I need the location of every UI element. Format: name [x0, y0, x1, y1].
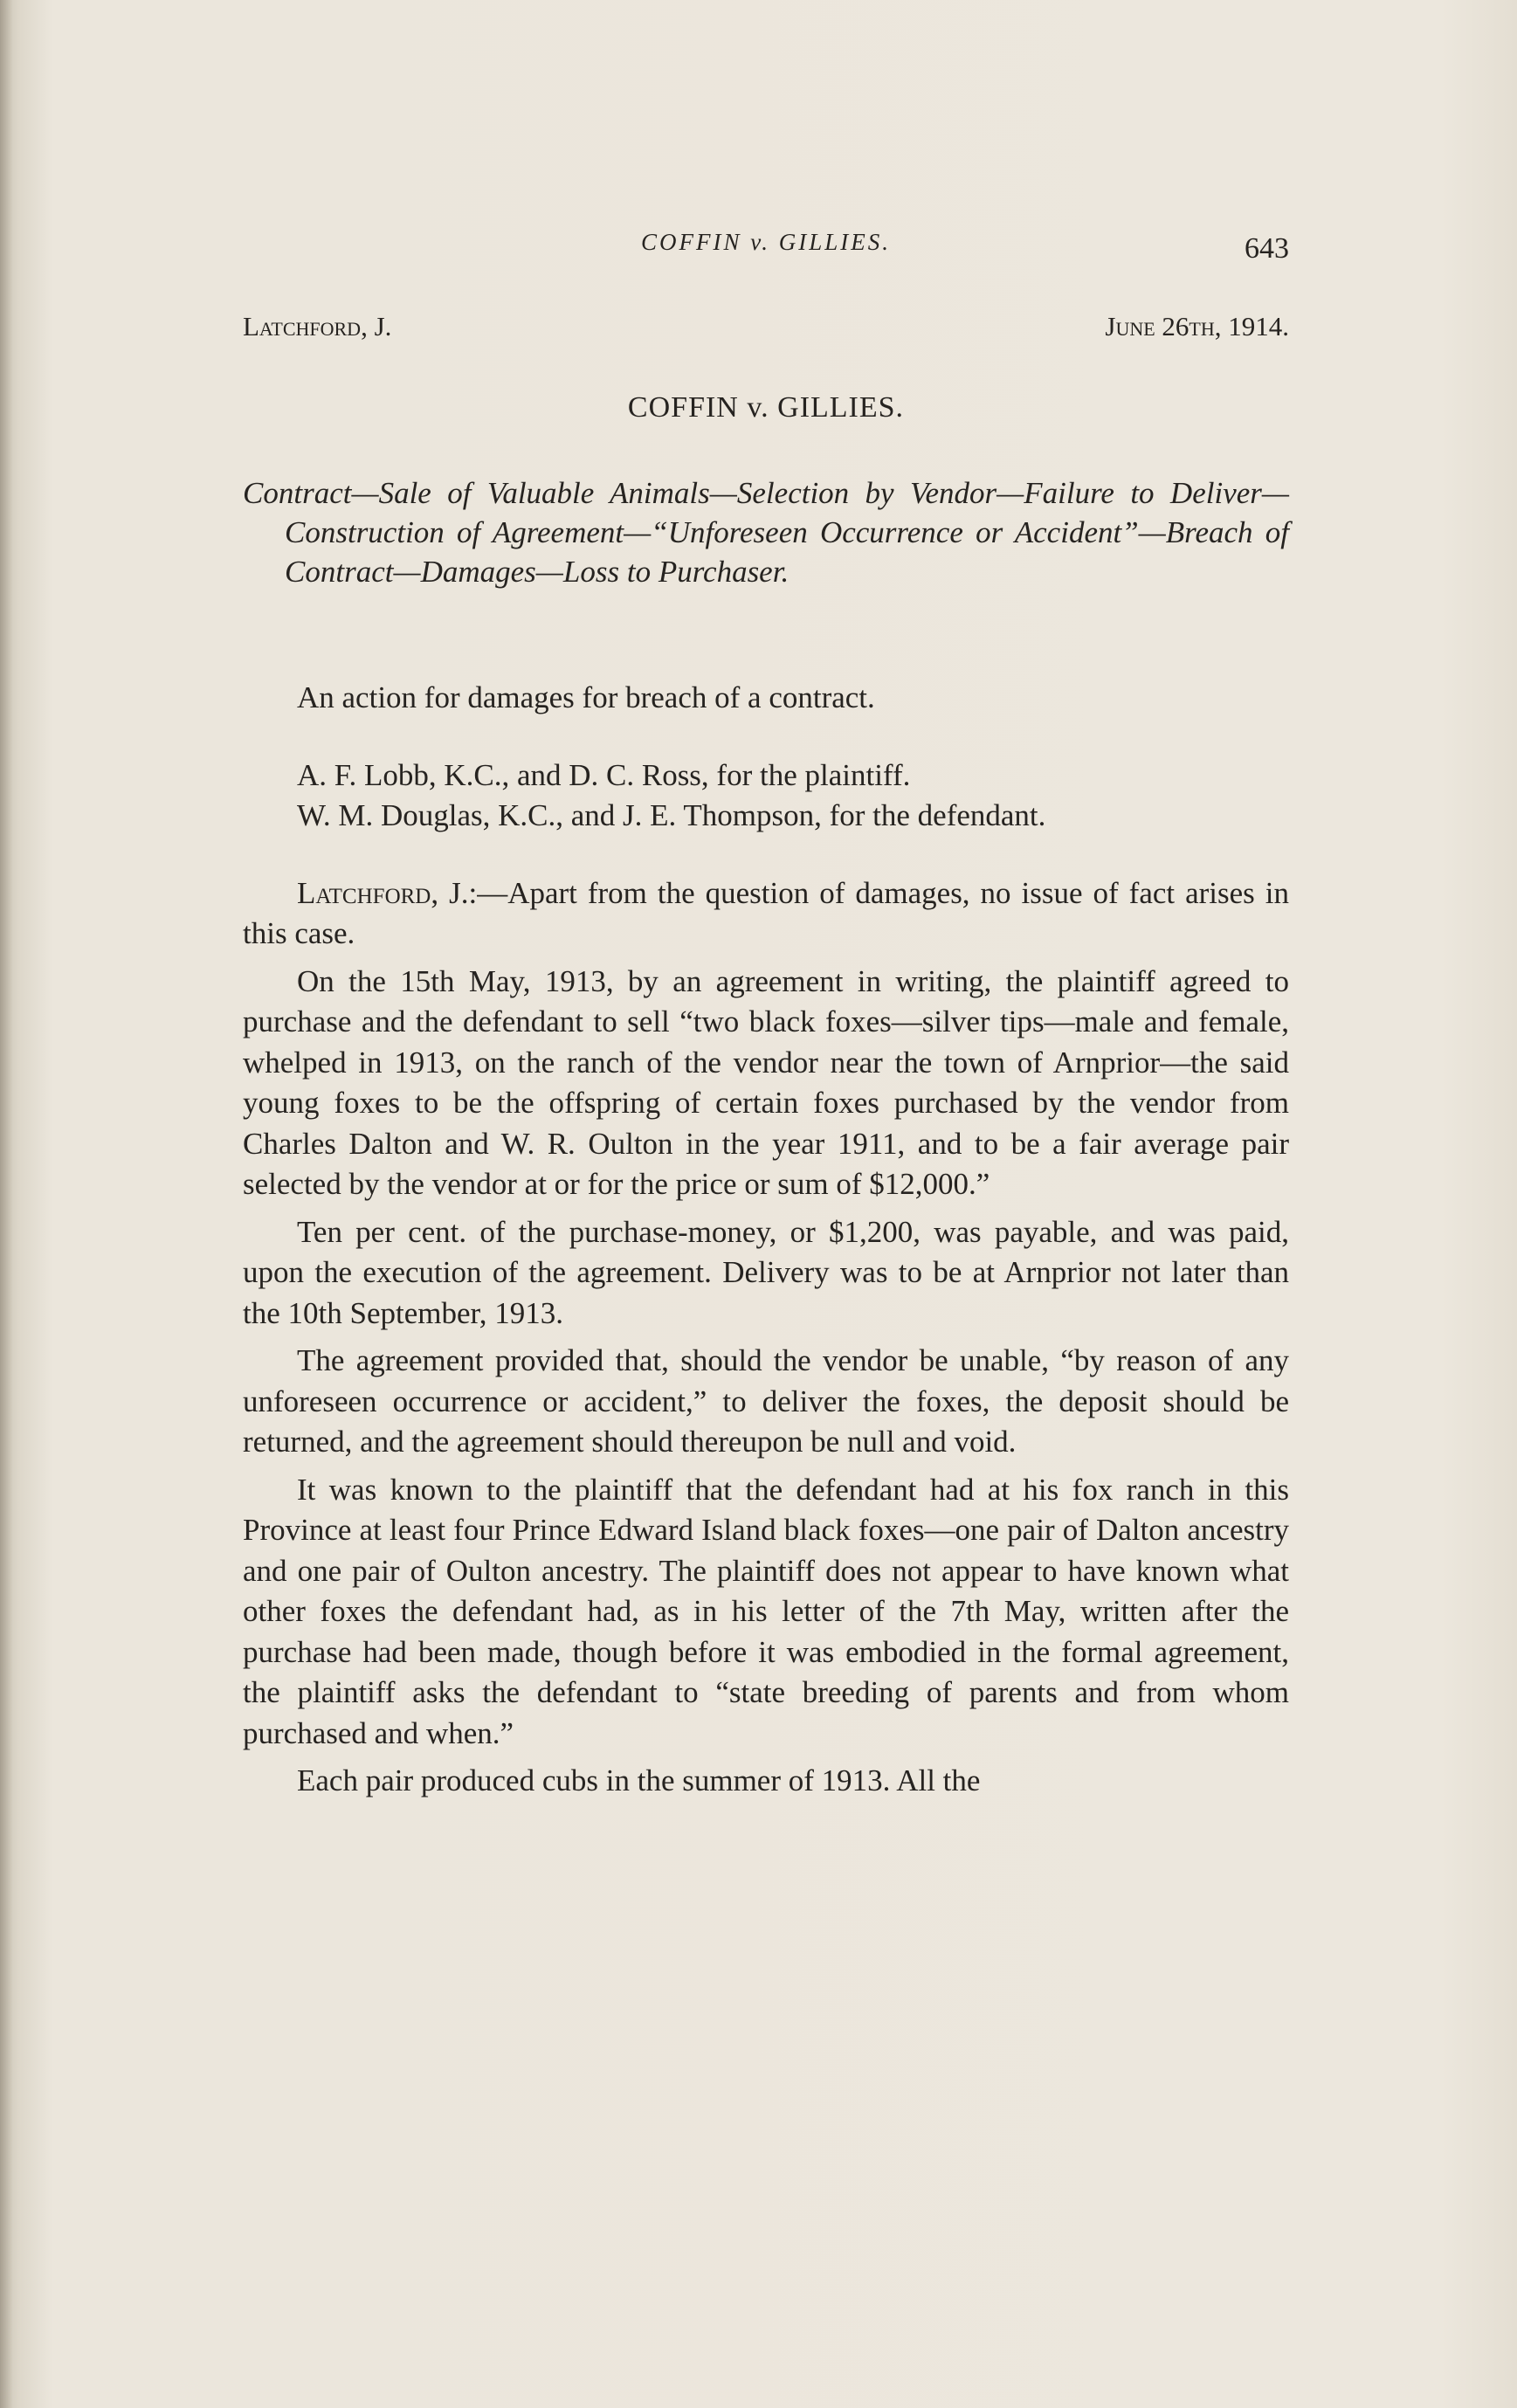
opinion-paragraph: The agreement provided that, should the vendor be unable, “by reason of any unforeseen occurrence or accident,” to deliver the foxes, the deposit should be returned, and the agreement should thereupon be null and void. — [243, 1343, 1289, 1459]
judge-name: Latchford, J. — [243, 311, 392, 342]
page-number: 643 — [1245, 232, 1289, 265]
judgment-body — [243, 678, 1289, 1802]
opinion-paragraph: It was known to the plaintiff that the defendant had at his fox ranch in this Province at least four Prince Edward Island black foxes—one pair of Dalton ancestry and one pair of Oulton ancestry. The plaintiff does not appear to have known what other foxes the defendant had, as in his letter of the 7th May, written after the purchase had been made, though before it was embodied in the formal agreement, the plaintiff asks the defendant to “state breeding of parents and from whom purchased and when.” — [243, 1472, 1289, 1750]
opinion-paragraph: Ten per cent. of the purchase-money, or $1,200, was payable, and was paid, upon the execution of the agreement. Delivery was to be at Arnprior not later than the 10th September, 1913. — [243, 1214, 1289, 1330]
case-meta — [243, 311, 1289, 349]
page-spine-shadow — [0, 0, 12, 2408]
running-head: COFFIN v. GILLIES. — [641, 229, 891, 255]
headnote-text: Contract—Sale of Valuable Animals—Selection by Vendor—Failure to Deliver—Construction of Agreement—“Unforeseen Occurrence or Accident”—Breach of Contract—Damages—Loss to Purchaser. — [243, 476, 1289, 589]
decision-date: June 26th, 1914. — [1105, 311, 1289, 342]
action-summary: An action for damages for breach of a contract. — [297, 680, 875, 714]
opinion-paragraph: On the 15th May, 1913, by an agreement in writing, the plaintiff agreed to purchase and the defendant to sell “two black foxes—silver tips—male and female, whelped in 1913, on the ranch of the vendor near the town of Arnprior—the said young foxes to be the offspring of certain foxes purchased by the vendor from Charles Dalton and W. R. Oulton in the year 1911, and to be a fair average pair selected by the vendor at or for the price or sum of $12,000.” — [243, 963, 1289, 1201]
opinion-judge: Latchford, J. — [297, 875, 469, 910]
counsel-defendant: W. M. Douglas, K.C., and J. E. Thompson, for the defendant. — [297, 798, 1046, 832]
opinion-first-text: :—Apart from the question of damages, no issue of fact arises in this case. — [243, 875, 1289, 950]
headnote — [243, 473, 1289, 591]
opinion-first-paragraph — [243, 873, 1289, 955]
counsel-plaintiff: A. F. Lobb, K.C., and D. C. Ross, for the plaintiff. — [297, 757, 911, 792]
page-header — [243, 225, 1289, 269]
opinion-paragraph: Each pair produced cubs in the summer of 1913. All the — [297, 1763, 981, 1797]
case-title: COFFIN v. GILLIES. — [627, 391, 905, 424]
